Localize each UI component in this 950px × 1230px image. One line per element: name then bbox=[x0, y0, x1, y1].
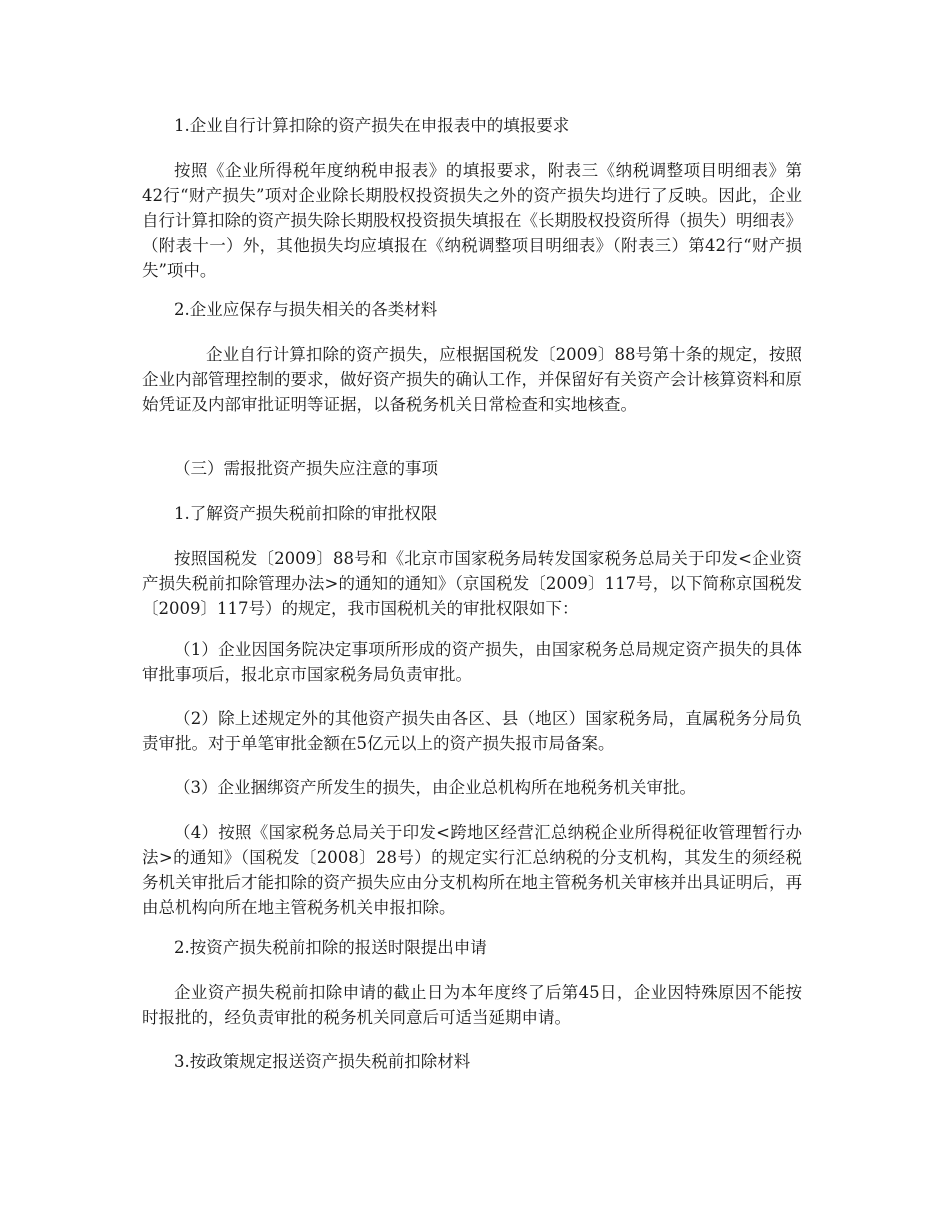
heading-4: 2.按资产损失税前扣除的报送时限提出申请 bbox=[174, 938, 487, 957]
heading-5: 3.按政策规定报送资产损失税前扣除材料 bbox=[174, 1052, 471, 1071]
heading-3: 1.了解资产损失税前扣除的审批权限 bbox=[174, 504, 438, 523]
paragraph-2: 企业自行计算扣除的资产损失，应根据国税发〔2009〕88号第十条的规定，按照企业内部管理控制的要求，做好资产损失的确认工作，并保留好有关资产会计核算资料和原始凭证及内部审批证明等证据，以备税务机关日常检查和实地核查。 bbox=[142, 345, 802, 414]
heading-2: 2.企业应保存与损失相关的各类材料 bbox=[174, 300, 438, 319]
paragraph-3: 按照国税发〔2009〕88号和《北京市国家税务局转发国家税务总局关于印发<企业资产损失税前扣除管理办法>的通知的通知》（京国税发〔2009〕117号，以下简称京国税发〔2009〕117号）的规定，我市国税机关的审批权限如下： bbox=[142, 549, 802, 618]
list-item-3: （3）企业捆绑资产所发生的损失，由企业总机构所在地税务机关审批。 bbox=[174, 778, 696, 797]
paragraph-1: 按照《企业所得税年度纳税申报表》的填报要求，附表三《纳税调整项目明细表》第42行“财产损失”项对企业除长期股权投资损失之外的资产损失均进行了反映。因此，企业自行计算扣除的资产损失除长期股权投资损失填报在《长期股权投资所得（损失）明细表》（附表十一）外，其他损失均应填报在《纳税调整项目明细表》（附表三）第42行“财产损失”项中。 bbox=[142, 161, 802, 280]
heading-1: 1.企业自行计算扣除的资产损失在申报表中的填报要求 bbox=[174, 116, 570, 135]
list-item-2: （2）除上述规定外的其他资产损失由各区、县（地区）国家税务局，直属税务分局负责审批。对于单笔审批金额在5亿元以上的资产损失报市局备案。 bbox=[142, 709, 802, 753]
section-heading-3: （三）需报批资产损失应注意的事项 bbox=[174, 459, 438, 478]
paragraph-4: 企业资产损失税前扣除申请的截止日为本年度终了后第45日，企业因特殊原因不能按时报批的，经负责审批的税务机关同意后可适当延期申请。 bbox=[142, 983, 802, 1027]
list-item-4: （4）按照《国家税务总局关于印发<跨地区经营汇总纳税企业所得税征收管理暂行办法>的通知》（国税发〔2008〕28号）的规定实行汇总纳税的分支机构，其发生的须经税务机关审批后才能扣除的资产损失应由分支机构所在地主管税务机关审核并出具证明后，再由总机构向所在地主管税务机关申报扣除。 bbox=[142, 823, 802, 917]
list-item-1: （1）企业因国务院决定事项所形成的资产损失，由国家税务总局规定资产损失的具体审批事项后，报北京市国家税务局负责审批。 bbox=[142, 640, 802, 684]
